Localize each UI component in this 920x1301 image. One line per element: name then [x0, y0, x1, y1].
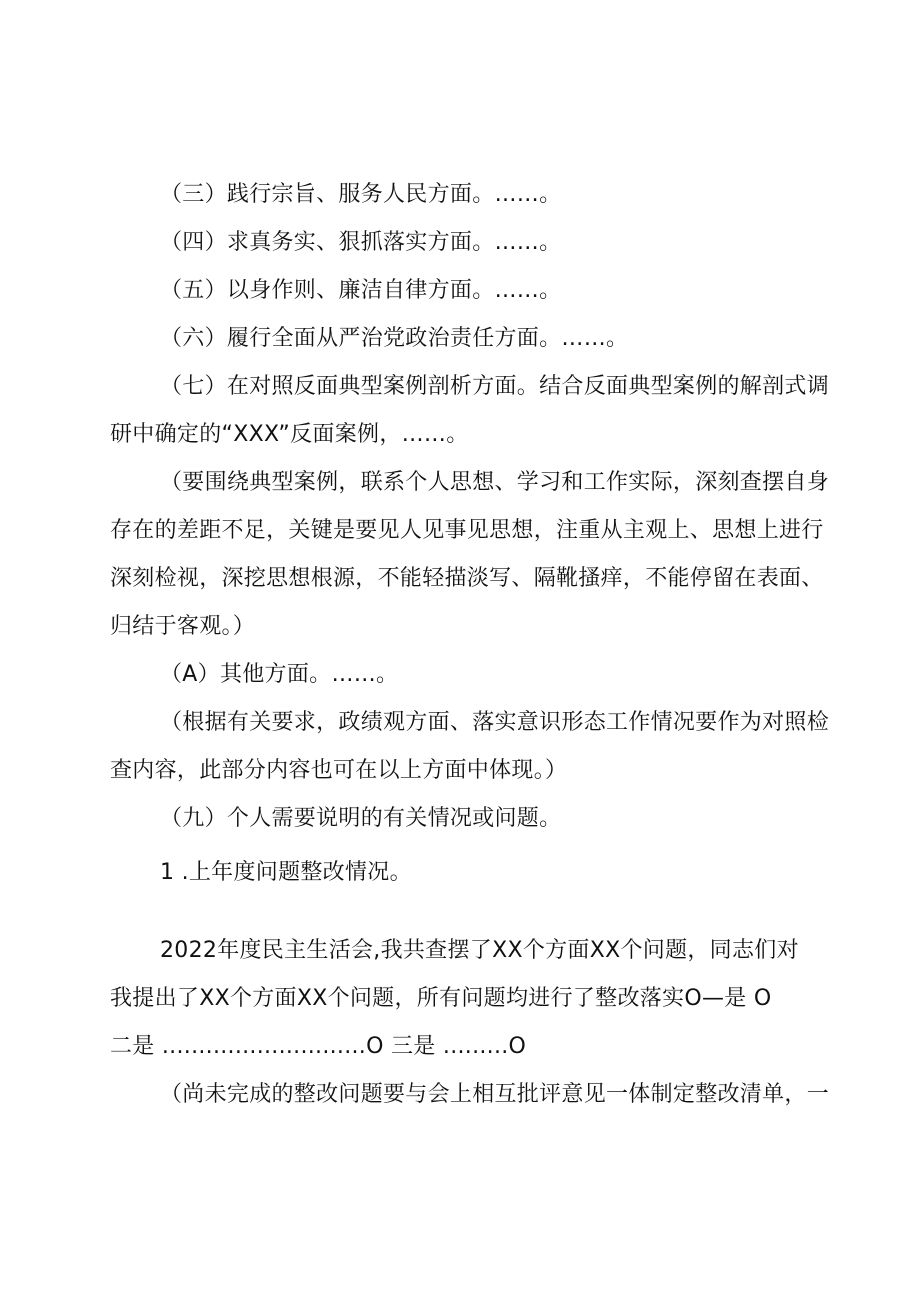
- rectification-paragraph-line-3: 二是 ............................O 三是 .........O: [110, 1034, 527, 1059]
- unfinished-rectification-note: （尚未完成的整改问题要与会上相互批评意见一体制定整改清单，一: [160, 1082, 830, 1107]
- requirement-note-line-2: 查内容，此部分内容也可在以上方面中体现。）: [110, 758, 568, 783]
- rectification-paragraph-line-2: 我提出了XX个方面XX个问题，所有问题均进行了整改落实O—是 O: [110, 986, 772, 1011]
- case-note-line-2: 存在的差距不足，关键是要见人见事见思想，注重从主观上、思想上进行: [110, 518, 824, 543]
- section-six-heading: （六）履行全面从严治党政治责任方面。……。: [160, 326, 629, 351]
- section-nine-heading: （九）个人需要说明的有关情况或问题。: [160, 806, 562, 831]
- section-five-heading: （五）以身作则、廉洁自律方面。……。: [160, 278, 562, 303]
- section-seven-line-1: （七）在对照反面典型案例剖析方面。结合反面典型案例的解剖式调: [160, 374, 830, 399]
- requirement-note-line-1: （根据有关要求，政绩观方面、落实意识形态工作情况要作为对照检: [160, 710, 830, 735]
- case-note-line-4: 归结于客观。）: [110, 614, 256, 639]
- case-note-line-1: （要围绕典型案例，联系个人思想、学习和工作实际，深刻查摆自身: [160, 470, 830, 495]
- subsection-one-heading: 1 .上年度问题整改情况。: [160, 860, 412, 885]
- section-seven-line-2: 研中确定的“XXX”反面案例，……。: [110, 422, 469, 447]
- section-four-heading: （四）求真务实、狠抓落实方面。……。: [160, 230, 562, 255]
- section-three-heading: （三）践行宗旨、服务人民方面。……。: [160, 182, 562, 207]
- rectification-paragraph-line-1: 2022年度民主生活会,我共查摆了XX个方面XX个问题，同志们对: [160, 938, 799, 963]
- section-a-heading: （A）其他方面。……。: [160, 662, 399, 687]
- case-note-line-3: 深刻检视，深挖思想根源，不能轻描淡写、隔靴搔痒，不能停留在表面、: [110, 566, 824, 591]
